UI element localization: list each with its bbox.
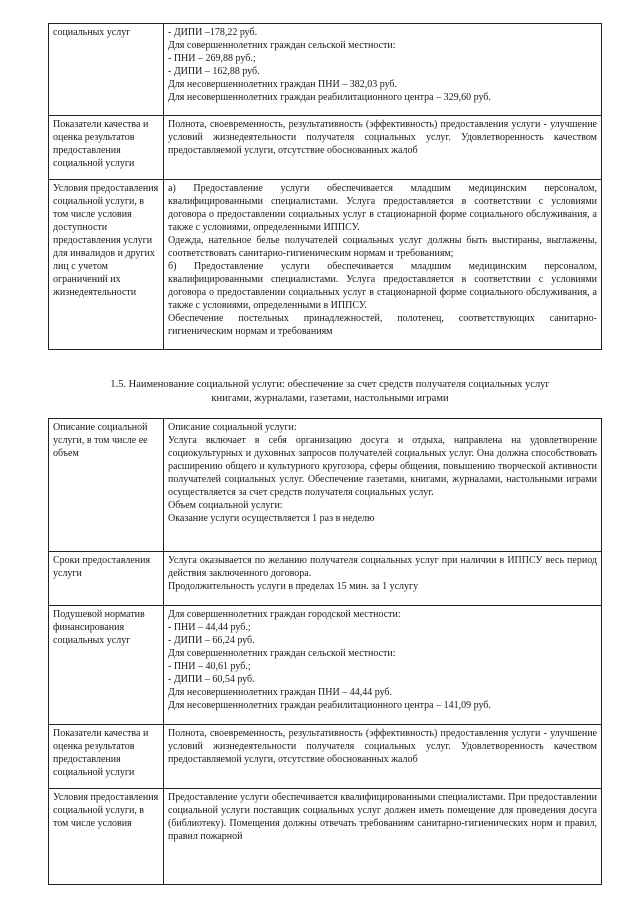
- row-label: Сроки предоставления услуги: [49, 552, 164, 606]
- value-line: - ПНИ – 44,44 руб.;: [168, 622, 251, 633]
- value-line: - ДИПИ – 162,88 руб.: [168, 66, 260, 77]
- value-line: Полнота, своевременность, результативность (эффективность) предоставления услуги - улучшение условий жизнедеятельности получателя социальных услуг. Удовлетворенность качеством предоставляемой услуги, отсутствие обоснованных жалоб: [168, 119, 597, 156]
- row-label: социальных услуг: [49, 24, 164, 116]
- value-line: Для несовершеннолетних граждан ПНИ – 382,03 руб.: [168, 79, 398, 90]
- row-label: Подушевой норматив финансирования социальных услуг: [49, 606, 164, 725]
- value-line: Услуга включает в себя организацию досуга и отдыха, направлена на удовлетворение социокультурных и духовных запросов получателей социальных услуг. Она должна способствовать расширению общего и культурного кругозора, сферы общения, повышению творческой активности получателей социальных услуг. Обеспечение газетами, книгами, журналами, настольными играми осуществляется за счет средств получателя социальных услуг.: [168, 435, 597, 498]
- row-value: [164, 789, 602, 885]
- value-line: Объем социальной услуги:: [168, 500, 283, 511]
- value-line: - ДИПИ –178,22 руб.: [168, 27, 258, 38]
- value-line: - ПНИ – 269,88 руб.;: [168, 53, 256, 64]
- value-line: Для совершеннолетних граждан городской местности:: [168, 609, 401, 620]
- value-line: а) Предоставление услуги обеспечивается младшим медицинским персоналом, квалифицированными специалистами. Услуга предоставляется в соответствии с условиями договора о предоставлении социальных услуг в стационарной форме социального обслуживания, а также с условиями, определенными ИППСУ.: [168, 183, 597, 233]
- table-row: [49, 725, 602, 789]
- table-row: [49, 180, 602, 350]
- row-value: [164, 552, 602, 606]
- table-row: [49, 552, 602, 606]
- row-value: [164, 24, 602, 116]
- row-value: [164, 606, 602, 725]
- value-line: б) Предоставление услуги обеспечивается младшим медицинским персоналом, квалифицированными специалистами. Услуга предоставляется в соответствии с условиями договора о предоставлении социальных услуг в стационарной форме социального обслуживания, а также с условиями, определенными в ИППСУ.: [168, 261, 597, 311]
- value-line: Услуга оказывается по желанию получателя социальных услуг при наличии в ИППСУ весь период действия заключенного договора.: [168, 555, 597, 579]
- table-row: [49, 419, 602, 552]
- row-label: Условия предоставления социальной услуги, в том числе условия доступности предоставления услуги для инвалидов и других лиц с учетом ограничений их жизнедеятельности: [49, 180, 164, 350]
- value-line: Для несовершеннолетних граждан реабилитационного центра – 329,60 руб.: [168, 92, 491, 103]
- table-row: [49, 116, 602, 180]
- section-heading-line-1: 1.5. Наименование социальной услуги: обеспечение за счет средств получателя социальных услуг: [110, 379, 550, 390]
- value-line: Для несовершеннолетних граждан ПНИ – 44,44 руб.: [168, 687, 393, 698]
- value-line: - ДИПИ – 66,24 руб.: [168, 635, 255, 646]
- section-heading-line-2: книгами, журналами, газетами, настольными играми: [211, 393, 449, 404]
- service-table: [48, 418, 602, 885]
- section-heading: [60, 378, 600, 406]
- value-line: Для совершеннолетних граждан сельской местности:: [168, 40, 396, 51]
- value-line: - ПНИ – 40,61 руб.;: [168, 661, 251, 672]
- value-line: Одежда, нательное белье получателей социальных услуг должны быть выстираны, выглажены, соответствовать санитарно-гигиеническим нормам и требованиям;: [168, 235, 597, 259]
- table-row: [49, 789, 602, 885]
- value-line: Описание социальной услуги:: [168, 422, 297, 433]
- value-line: Продолжительность услуги в пределах 15 мин. за 1 услугу: [168, 581, 419, 592]
- row-label: Показатели качества и оценка результатов предоставления социальной услуги: [49, 116, 164, 180]
- row-value: [164, 419, 602, 552]
- value-line: Полнота, своевременность, результативность (эффективность) предоставления услуги - улучшение условий жизнедеятельности получателя социальных услуг. Удовлетворенность качеством предоставляемой услуги, отсутствие обоснованных жалоб: [168, 728, 597, 765]
- value-line: Обеспечение постельных принадлежностей, полотенец, соответствующих санитарно-гигиеническим нормам и требованиям: [168, 313, 597, 337]
- value-line: Для несовершеннолетних граждан реабилитационного центра – 141,09 руб.: [168, 700, 491, 711]
- table-row: [49, 606, 602, 725]
- value-line: - ДИПИ – 60,54 руб.: [168, 674, 255, 685]
- value-line: Оказание услуги осуществляется 1 раз в неделю: [168, 513, 375, 524]
- table-row: [49, 24, 602, 116]
- value-line: Для совершеннолетних граждан сельской местности:: [168, 648, 396, 659]
- row-label: Условия предоставления социальной услуги, в том числе условия: [49, 789, 164, 885]
- row-value: [164, 116, 602, 180]
- row-label: Показатели качества и оценка результатов предоставления социальной услуги: [49, 725, 164, 789]
- value-line: Предоставление услуги обеспечивается квалифицированными специалистами. При предоставлении социальной услуги поставщик социальных услуг должен иметь помещение для проведения досуга (библиотеку). Помещения должны отвечать требованиям санитарно-гигиенических норм и правил, правил пожарной: [168, 792, 597, 842]
- service-table-continued: [48, 23, 602, 350]
- row-value: [164, 725, 602, 789]
- row-value: [164, 180, 602, 350]
- row-label: Описание социальной услуги, в том числе ее объем: [49, 419, 164, 552]
